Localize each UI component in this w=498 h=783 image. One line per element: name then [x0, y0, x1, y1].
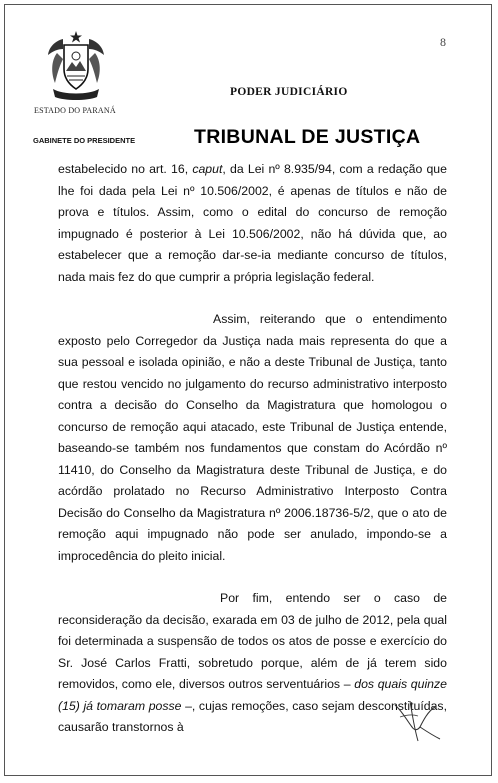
parana-coat-of-arms-icon [45, 29, 107, 103]
office-name: GABINETE DO PRESIDENTE [33, 136, 136, 145]
paragraph-1: estabelecido no art. 16, caput, da Lei nº 8.935/94, com a redação que lhe foi dada pela Lei nº 10.506/2002, é apenas de títulos e não de prova e títulos. Assim, como o edital do concurso de remoção impugnado é posterior à Lei 10.506/2002, não há dúvida que, ao estabelecer que a remoção dar-se-ia mediante concurso de títulos, nada mais fez do que cumprir a própria legislação federal. [58, 162, 447, 284]
state-name: ESTADO DO PARANÁ [34, 106, 116, 115]
judicial-power-heading: PODER JUDICIÁRIO [230, 86, 348, 98]
page-number: 8 [440, 35, 446, 49]
paragraph-3: Por fim, entendo ser o caso de reconsideração da decisão, exarada em 03 de julho de 2012, pela qual foi determinada a suspensão de todos os atos de posse e exercício do Sr. José Carlos Fratti, sobretudo porque, além de já terem sido removidos, como ele, diversos outros serventuários – dos quais quinze (15) já tomaram posse –, cujas remoções, caso sejam desconstituídas, causarão transtornos à [58, 591, 447, 734]
document-body [58, 159, 447, 739]
court-title: TRIBUNAL DE JUSTIÇA [194, 126, 421, 148]
handwritten-signature [390, 697, 445, 747]
paragraph-2: Assim, reiterando que o entendimento exposto pelo Corregedor da Justiça nada mais representa do que a sua pessoal e isolada opinião, e não a deste Tribunal de Justiça, tanto que restou vencido no julgamento do recurso administrativo interposto contra a decisão do Conselho da Magistratura que homologou o concurso de remoção aqui atacado, este Tribunal de Justiça entende, baseando-se também nos fundamentos que constam do Acórdão nº 11410, do Conselho da Magistratura deste Tribunal de Justiça, e do acórdão prolatado no Recurso Administrativo Interposto Contra Decisão do Conselho da Magistratura nº 2006.18736-5/2, que o ato de remoção aqui impugnado não pode ser anulado, impondo-se a improcedência do pleito inicial. [58, 312, 447, 563]
